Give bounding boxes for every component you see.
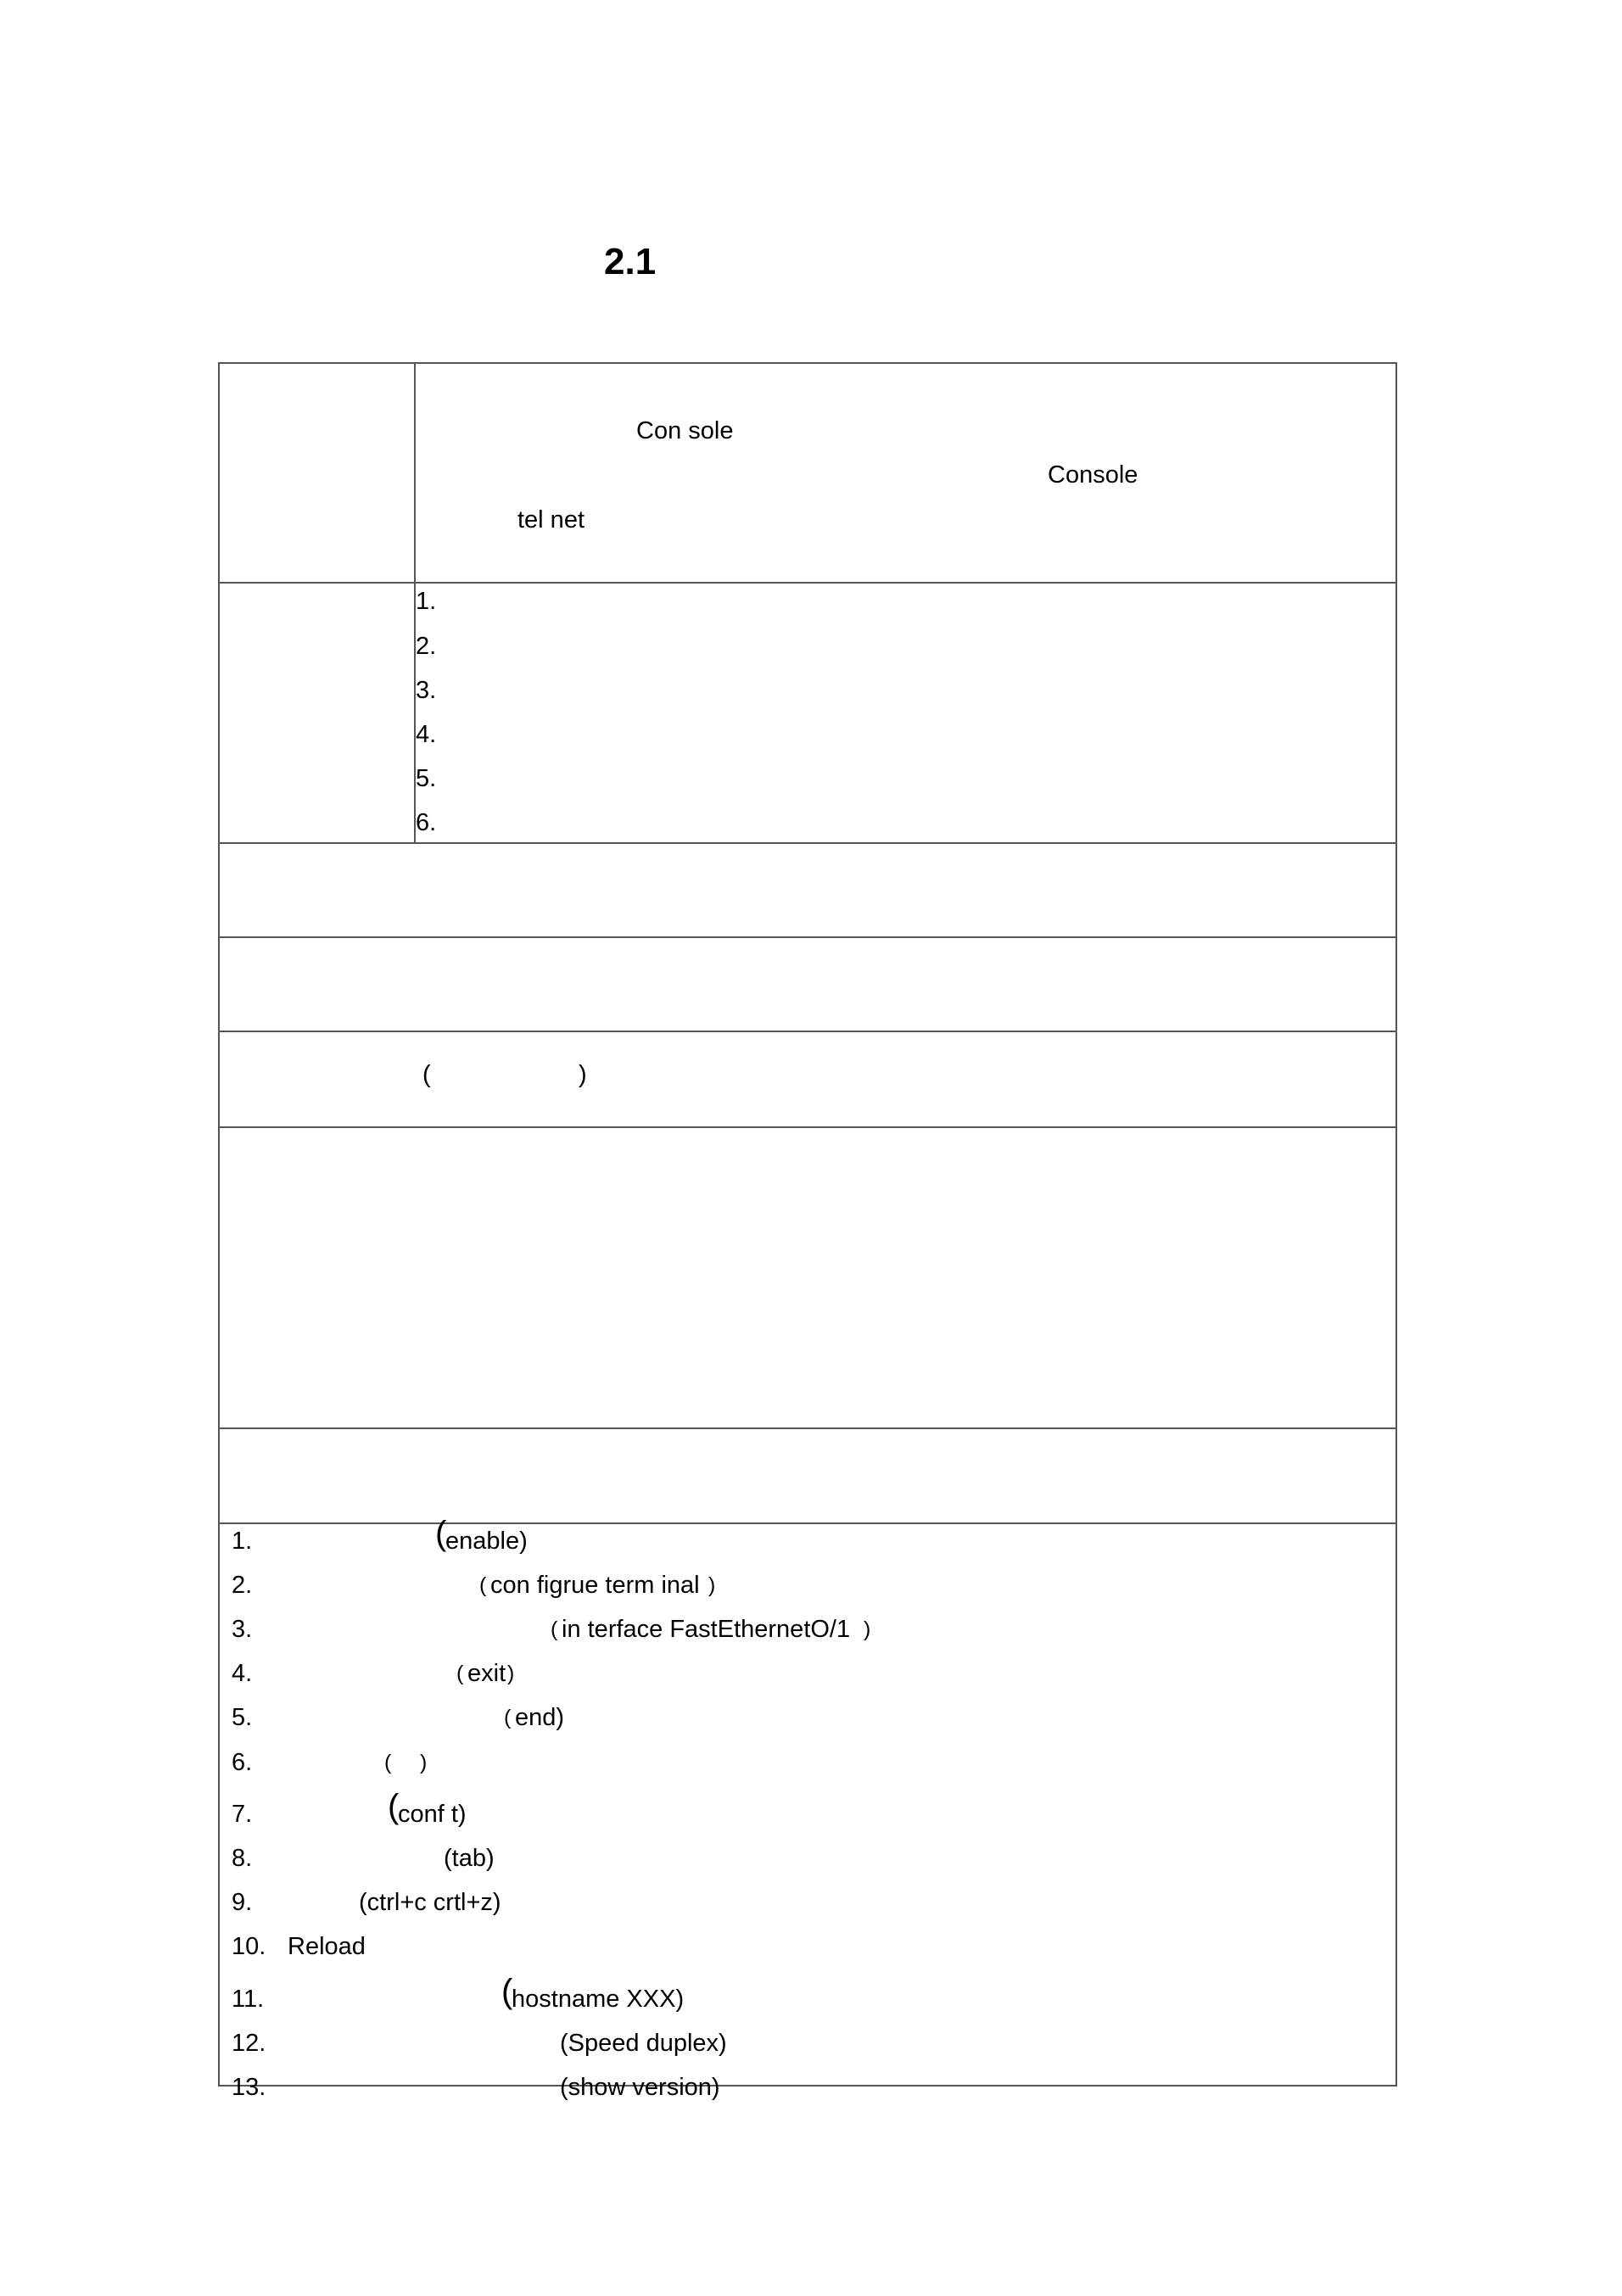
item-paren-open: ( [384, 1751, 392, 1774]
item-text: conf t) [398, 1801, 467, 1828]
item-paren-close: ) [708, 1573, 716, 1597]
table-rule-5 [218, 1126, 1397, 1128]
step-number: 6. [416, 809, 437, 836]
item-number: 13. [232, 2074, 266, 2101]
table-rule-2 [218, 842, 1397, 844]
item-paren-open: ( [501, 1973, 513, 2010]
item-text: (show version) [560, 2074, 720, 2101]
item-number: 12. [232, 2030, 266, 2057]
item-number: 5. [232, 1704, 253, 1731]
intro-line-2: Console [1048, 461, 1138, 489]
item-number: 9. [232, 1889, 253, 1916]
paren-open: ( [422, 1061, 431, 1088]
item-text: con figrue term inal [490, 1572, 700, 1599]
item-number: 1. [232, 1528, 253, 1555]
item-paren-close: ) [507, 1662, 515, 1685]
item-text: in terface FastEthernetO/1 [562, 1616, 851, 1643]
step-number: 5. [416, 765, 437, 792]
item-paren-open: ( [435, 1515, 447, 1552]
table-rule-7 [218, 1522, 1397, 1524]
intro-line-1: Con sole [636, 417, 734, 444]
step-number: 3. [416, 677, 437, 704]
item-paren-open: ( [479, 1573, 487, 1597]
table-rule-1 [218, 582, 1397, 584]
table-border-bottom [218, 2085, 1397, 2087]
step-number: 2. [416, 633, 437, 660]
item-number: 10. [232, 1933, 266, 1960]
item-text: hostname XXX) [512, 1986, 685, 2013]
step-number: 4. [416, 721, 437, 748]
table-border-top [218, 362, 1397, 364]
item-number: 11. [232, 1986, 265, 2013]
item-number: 8. [232, 1845, 253, 1872]
item-paren-close: ) [864, 1617, 871, 1641]
paren-close: ) [579, 1061, 587, 1088]
intro-line-3: tel net [517, 506, 584, 533]
table-border-right [1395, 362, 1397, 2087]
step-number: 1. [416, 588, 437, 615]
item-number: 4. [232, 1660, 253, 1687]
item-paren-open: ( [388, 1788, 400, 1825]
item-text: (Speed duplex) [560, 2030, 727, 2057]
item-number: 7. [232, 1801, 253, 1828]
item-number: 2. [232, 1572, 253, 1599]
table-rule-4 [218, 1031, 1397, 1032]
item-number: 3. [232, 1616, 253, 1643]
item-text: end) [515, 1704, 565, 1731]
table-rule-6 [218, 1427, 1397, 1429]
item-text: exit [467, 1660, 506, 1687]
table-rule-3 [218, 936, 1397, 938]
section-number: 2.1 [604, 241, 657, 282]
table-border-left [218, 362, 220, 2087]
item-number: 6. [232, 1749, 253, 1776]
item-text: enable) [445, 1528, 528, 1555]
item-paren-close: ) [420, 1751, 428, 1774]
item-paren-open: ( [456, 1662, 464, 1685]
item-text: (tab) [444, 1845, 495, 1872]
item-paren-open: ( [551, 1617, 558, 1641]
item-text: Reload [288, 1933, 366, 1960]
item-paren-open: ( [504, 1706, 512, 1729]
item-text: (ctrl+c crtl+z) [359, 1889, 501, 1916]
